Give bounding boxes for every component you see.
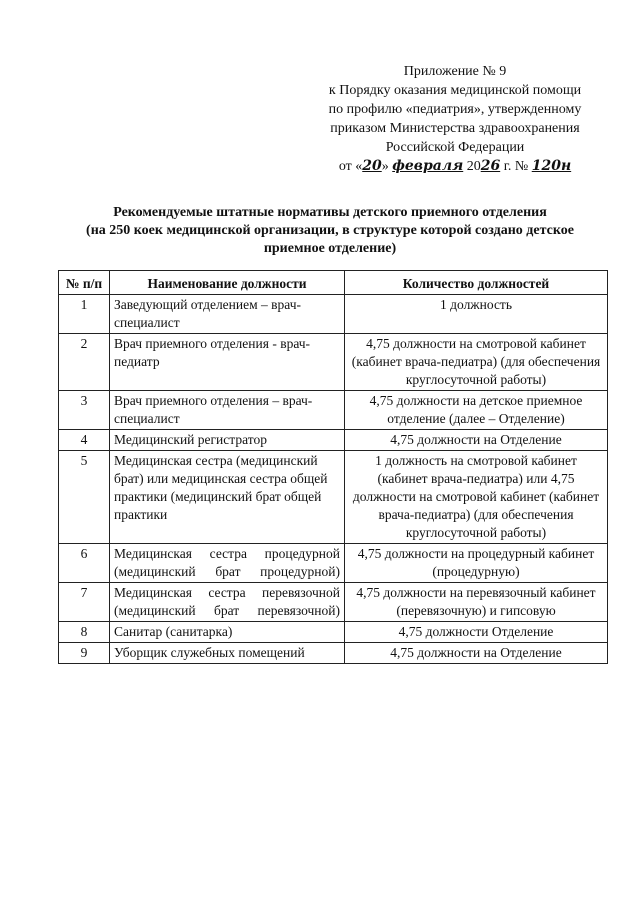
row-quantity: 1 должность xyxy=(345,295,608,334)
date-year: 26 xyxy=(480,158,501,174)
appendix-number: Приложение № 9 xyxy=(403,64,507,79)
appendix-ref-line: приказом Министерства здравоохранения xyxy=(330,121,580,136)
table-row xyxy=(59,334,608,391)
row-quantity: 1 должность на смотровой кабинет (кабинет врача-педиатра) или 4,75 должности на смотровой кабинет (кабинет врача-педиатра) (для обеспечения круглосуточной работы) xyxy=(345,451,608,544)
row-quantity: 4,75 должности на процедурный кабинет (процедурную) xyxy=(345,544,608,583)
row-num: 2 xyxy=(59,334,110,391)
row-num: 4 xyxy=(59,430,110,451)
row-position: Медицинская сестра (медицинский брат) или медицинская сестра общей практики (медицинский брат общей практики xyxy=(110,451,345,544)
row-num: 1 xyxy=(59,295,110,334)
table-row xyxy=(59,622,608,643)
table-row xyxy=(59,430,608,451)
row-quantity: 4,75 должности на смотровой кабинет (кабинет врача-педиатра) (для обеспечения круглосуточной работы) xyxy=(345,334,608,391)
document-title xyxy=(50,204,610,258)
row-position: Врач приемного отделения - врач-педиатр xyxy=(110,334,345,391)
title-line: (на 250 коек медицинской организации, в структуре которой создано детское xyxy=(86,223,574,238)
table-row xyxy=(59,583,608,622)
row-position: Врач приемного отделения – врач-специалист xyxy=(110,391,345,430)
row-position: Уборщик служебных помещений xyxy=(110,643,345,664)
row-position: Медицинская сестра процедурной (медицинский брат процедурной) xyxy=(110,544,345,583)
table-row xyxy=(59,451,608,544)
row-num: 5 xyxy=(59,451,110,544)
row-position: Заведующий отделением – врач-специалист xyxy=(110,295,345,334)
row-quantity: 4,75 должности Отделение xyxy=(345,622,608,643)
table-row xyxy=(59,391,608,430)
row-quantity: 4,75 должности на перевязочный кабинет (перевязочную) и гипсовую xyxy=(345,583,608,622)
row-quantity: 4,75 должности на детское приемное отделение (далее – Отделение) xyxy=(345,391,608,430)
date-day: 20 xyxy=(362,158,382,174)
row-num: 8 xyxy=(59,622,110,643)
table-header-row xyxy=(59,271,608,295)
header-num: № п/п xyxy=(59,271,110,295)
appendix-header xyxy=(300,62,610,176)
table-row xyxy=(59,544,608,583)
row-position: Медицинская сестра перевязочной (медицинский брат перевязочной) xyxy=(110,583,345,622)
row-position: Санитар (санитарка) xyxy=(110,622,345,643)
row-num: 3 xyxy=(59,391,110,430)
appendix-ref-line: к Порядку оказания медицинской помощи xyxy=(328,83,582,98)
row-num: 7 xyxy=(59,583,110,622)
staff-table xyxy=(58,270,608,664)
header-quantity: Количество должностей xyxy=(345,271,608,295)
order-number: 120н xyxy=(531,158,572,174)
title-line: Рекомендуемые штатные нормативы детского приемного отделения xyxy=(113,205,547,220)
row-num: 9 xyxy=(59,643,110,664)
appendix-ref-line: Российской Федерации xyxy=(385,140,525,155)
row-quantity: 4,75 должности на Отделение xyxy=(345,430,608,451)
title-line: приемное отделение) xyxy=(263,241,397,256)
appendix-ref-line: по профилю «педиатрия», утвержденному xyxy=(328,102,582,117)
row-quantity: 4,75 должности на Отделение xyxy=(345,643,608,664)
header-position: Наименование должности xyxy=(110,271,345,295)
date-month: февраля xyxy=(392,158,464,174)
order-date-line: от «20» февраля 2026 г. № 120н xyxy=(338,158,572,174)
table-row xyxy=(59,643,608,664)
row-position: Медицинский регистратор xyxy=(110,430,345,451)
row-num: 6 xyxy=(59,544,110,583)
table-row xyxy=(59,295,608,334)
